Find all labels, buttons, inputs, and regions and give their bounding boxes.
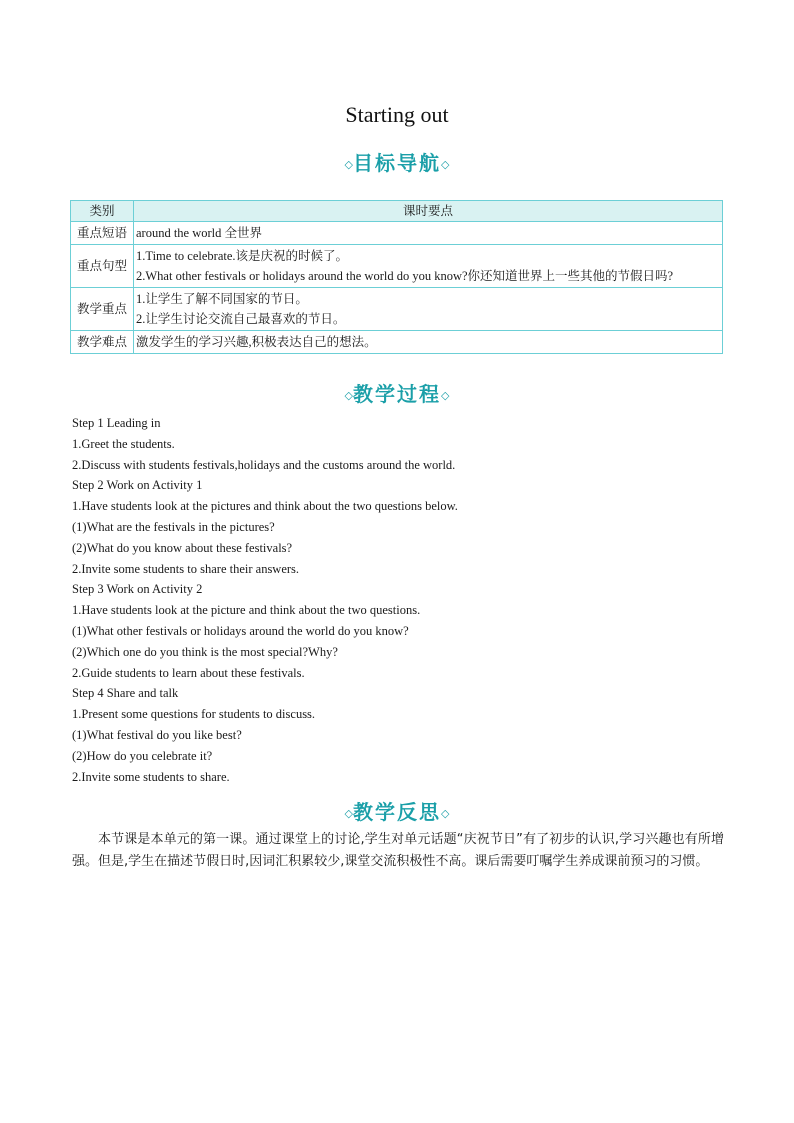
row-line: 1.Time to celebrate.该是庆祝的时候了。 xyxy=(136,249,349,263)
step-line: 2.Discuss with students festivals,holidays and the customs around the world. xyxy=(72,457,456,472)
row-line: 2.让学生讨论交流自己最喜欢的节日。 xyxy=(136,312,346,326)
section-heading-process-text: 教学过程 xyxy=(353,382,441,406)
step-line: 2.Invite some students to share. xyxy=(72,769,230,784)
table-row xyxy=(71,222,723,245)
row-content xyxy=(134,222,723,245)
section-heading-reflection xyxy=(0,796,794,825)
step-line: Step 3 Work on Activity 2 xyxy=(72,582,203,597)
step-line: (2)What do you know about these festivals? xyxy=(72,540,293,555)
step-line: 2.Guide students to learn about these festivals. xyxy=(72,665,305,680)
reflection-paragraph: 本节课是本单元的第一课。通过课堂上的讨论,学生对单元话题“庆祝节日”有了初步的认识,学习兴趣也有所增强。但是,学生在描述节假日时,因词汇积累较少,课堂交流积极性不高。课后需要叮嘱学生养成课前预习的习惯。 xyxy=(72,832,724,869)
header-points: 课时要点 xyxy=(134,201,723,222)
row-content xyxy=(134,288,723,331)
process-steps xyxy=(72,413,732,787)
table-row xyxy=(71,245,723,288)
diamond-icon: ◇ xyxy=(441,158,450,171)
header-category: 类别 xyxy=(71,201,134,222)
step-line: 1.Have students look at the pictures and think about the two questions below. xyxy=(72,499,458,514)
step-line: Step 2 Work on Activity 1 xyxy=(72,478,203,493)
table-row xyxy=(71,331,723,354)
row-line: around the world 全世界 xyxy=(136,226,263,240)
section-heading-goals-text: 目标导航 xyxy=(353,151,441,175)
row-category: 教学难点 xyxy=(71,331,134,354)
step-line: (2)Which one do you think is the most special?Why? xyxy=(72,644,338,659)
section-heading-reflection-text: 教学反思 xyxy=(353,800,441,824)
diamond-icon: ◇ xyxy=(344,158,353,171)
row-category: 教学重点 xyxy=(71,288,134,331)
step-line: 1.Present some questions for students to discuss. xyxy=(72,707,316,722)
step-line: Step 4 Share and talk xyxy=(72,686,179,701)
step-line: 1.Greet the students. xyxy=(72,436,175,451)
row-line: 激发学生的学习兴趣,积极表达自己的想法。 xyxy=(136,335,377,349)
diamond-icon: ◇ xyxy=(344,807,353,820)
section-heading-goals xyxy=(0,147,794,176)
step-line: 2.Invite some students to share their answers. xyxy=(72,561,300,576)
step-line: (1)What festival do you like best? xyxy=(72,727,242,742)
step-line: Step 1 Leading in xyxy=(72,416,161,430)
step-line: (1)What other festivals or holidays around the world do you know? xyxy=(72,623,409,638)
diamond-icon: ◇ xyxy=(441,389,450,402)
row-content xyxy=(134,245,723,288)
document-title: Starting out xyxy=(345,102,449,127)
goals-table-header xyxy=(71,201,723,222)
diamond-icon: ◇ xyxy=(344,389,353,402)
section-heading-process xyxy=(0,378,794,407)
step-line: (1)What are the festivals in the pictures? xyxy=(72,519,275,534)
table-row xyxy=(71,288,723,331)
row-content xyxy=(134,331,723,354)
goals-table xyxy=(70,200,723,354)
row-category: 重点句型 xyxy=(71,245,134,288)
row-line: 1.让学生了解不同国家的节日。 xyxy=(136,292,308,306)
step-line: (2)How do you celebrate it? xyxy=(72,748,213,763)
diamond-icon: ◇ xyxy=(441,807,450,820)
row-category: 重点短语 xyxy=(71,222,134,245)
step-line: 1.Have students look at the picture and think about the two questions. xyxy=(72,603,421,618)
row-line: 2.What other festivals or holidays around the world do you know?你还知道世界上一些其他的节假日吗? xyxy=(136,269,674,283)
